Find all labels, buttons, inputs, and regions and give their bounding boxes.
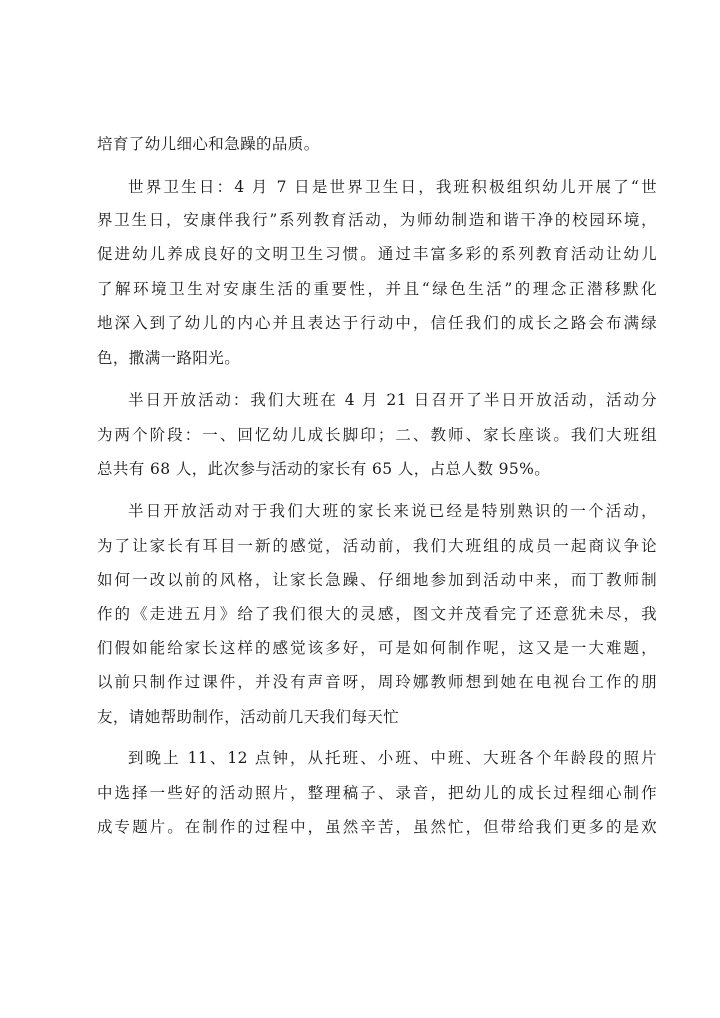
text-line: 友，请她帮助制作，活动前几天我们每天忙 [97, 708, 400, 726]
text-line: 了解环境卫生对安康生活的重要性，并且“绿色生活”的理念正潜移默化 [97, 280, 657, 298]
text-line: 促进幼儿养成良好的文明卫生习惯。通过丰富多彩的系列教育活动让幼儿 [97, 245, 657, 263]
text-line: 以前只制作过课件，并没有声音呀，周玲娜教师想到她在电视台工作的朋 [97, 673, 657, 691]
text-line: 作的《走进五月》给了我们很大的灵感，图文并茂看完了还意犹未尽，我 [97, 605, 657, 623]
text-line: 世界卫生日：4 月 7 日是世界卫生日，我班积极组织幼儿开展了“世 [128, 178, 657, 196]
text-line: 地深入到了幼儿的内心并且表达于行动中，信任我们的成长之路会布满绿 [97, 314, 657, 332]
text-line: 色，撒满一路阳光。 [97, 349, 241, 367]
text-line: 界卫生日，安康伴我行”系列教育活动，为师幼制造和谐干净的校园环境， [97, 211, 657, 229]
text-line: 半日开放活动对于我们大班的家长来说已经是特别熟识的一个活动， [128, 502, 657, 520]
text-line: 到晚上 11、12 点钟，从托班、小班、中班、大班各个年龄段的照片 [128, 749, 657, 767]
text-line: 培育了幼儿细心和急躁的品质。 [97, 135, 320, 153]
text-line: 成专题片。在制作的过程中，虽然辛苦，虽然忙，但带给我们更多的是欢 [97, 818, 657, 836]
text-line: 总共有 68 人，此次参与活动的家长有 65 人，占总人数 95%。 [97, 460, 551, 478]
text-line: 如何一改以前的风格，让家长急躁、仔细地参加到活动中来，而丁教师制 [97, 571, 657, 589]
text-line: 为两个阶段：一、回忆幼儿成长脚印；二、教师、家长座谈。我们大班组 [97, 426, 657, 444]
text-line: 为了让家长有耳目一新的感觉，活动前，我们大班组的成员一起商议争论 [97, 537, 657, 555]
text-line: 中选择一些好的活动照片，整理稿子、录音，把幼儿的成长过程细心制作 [97, 784, 657, 802]
text-line: 们假如能给家长这样的感觉该多好，可是如何制作呢，这又是一大难题， [97, 639, 657, 657]
text-line: 半日开放活动：我们大班在 4 月 21 日召开了半日开放活动，活动分 [128, 391, 657, 409]
